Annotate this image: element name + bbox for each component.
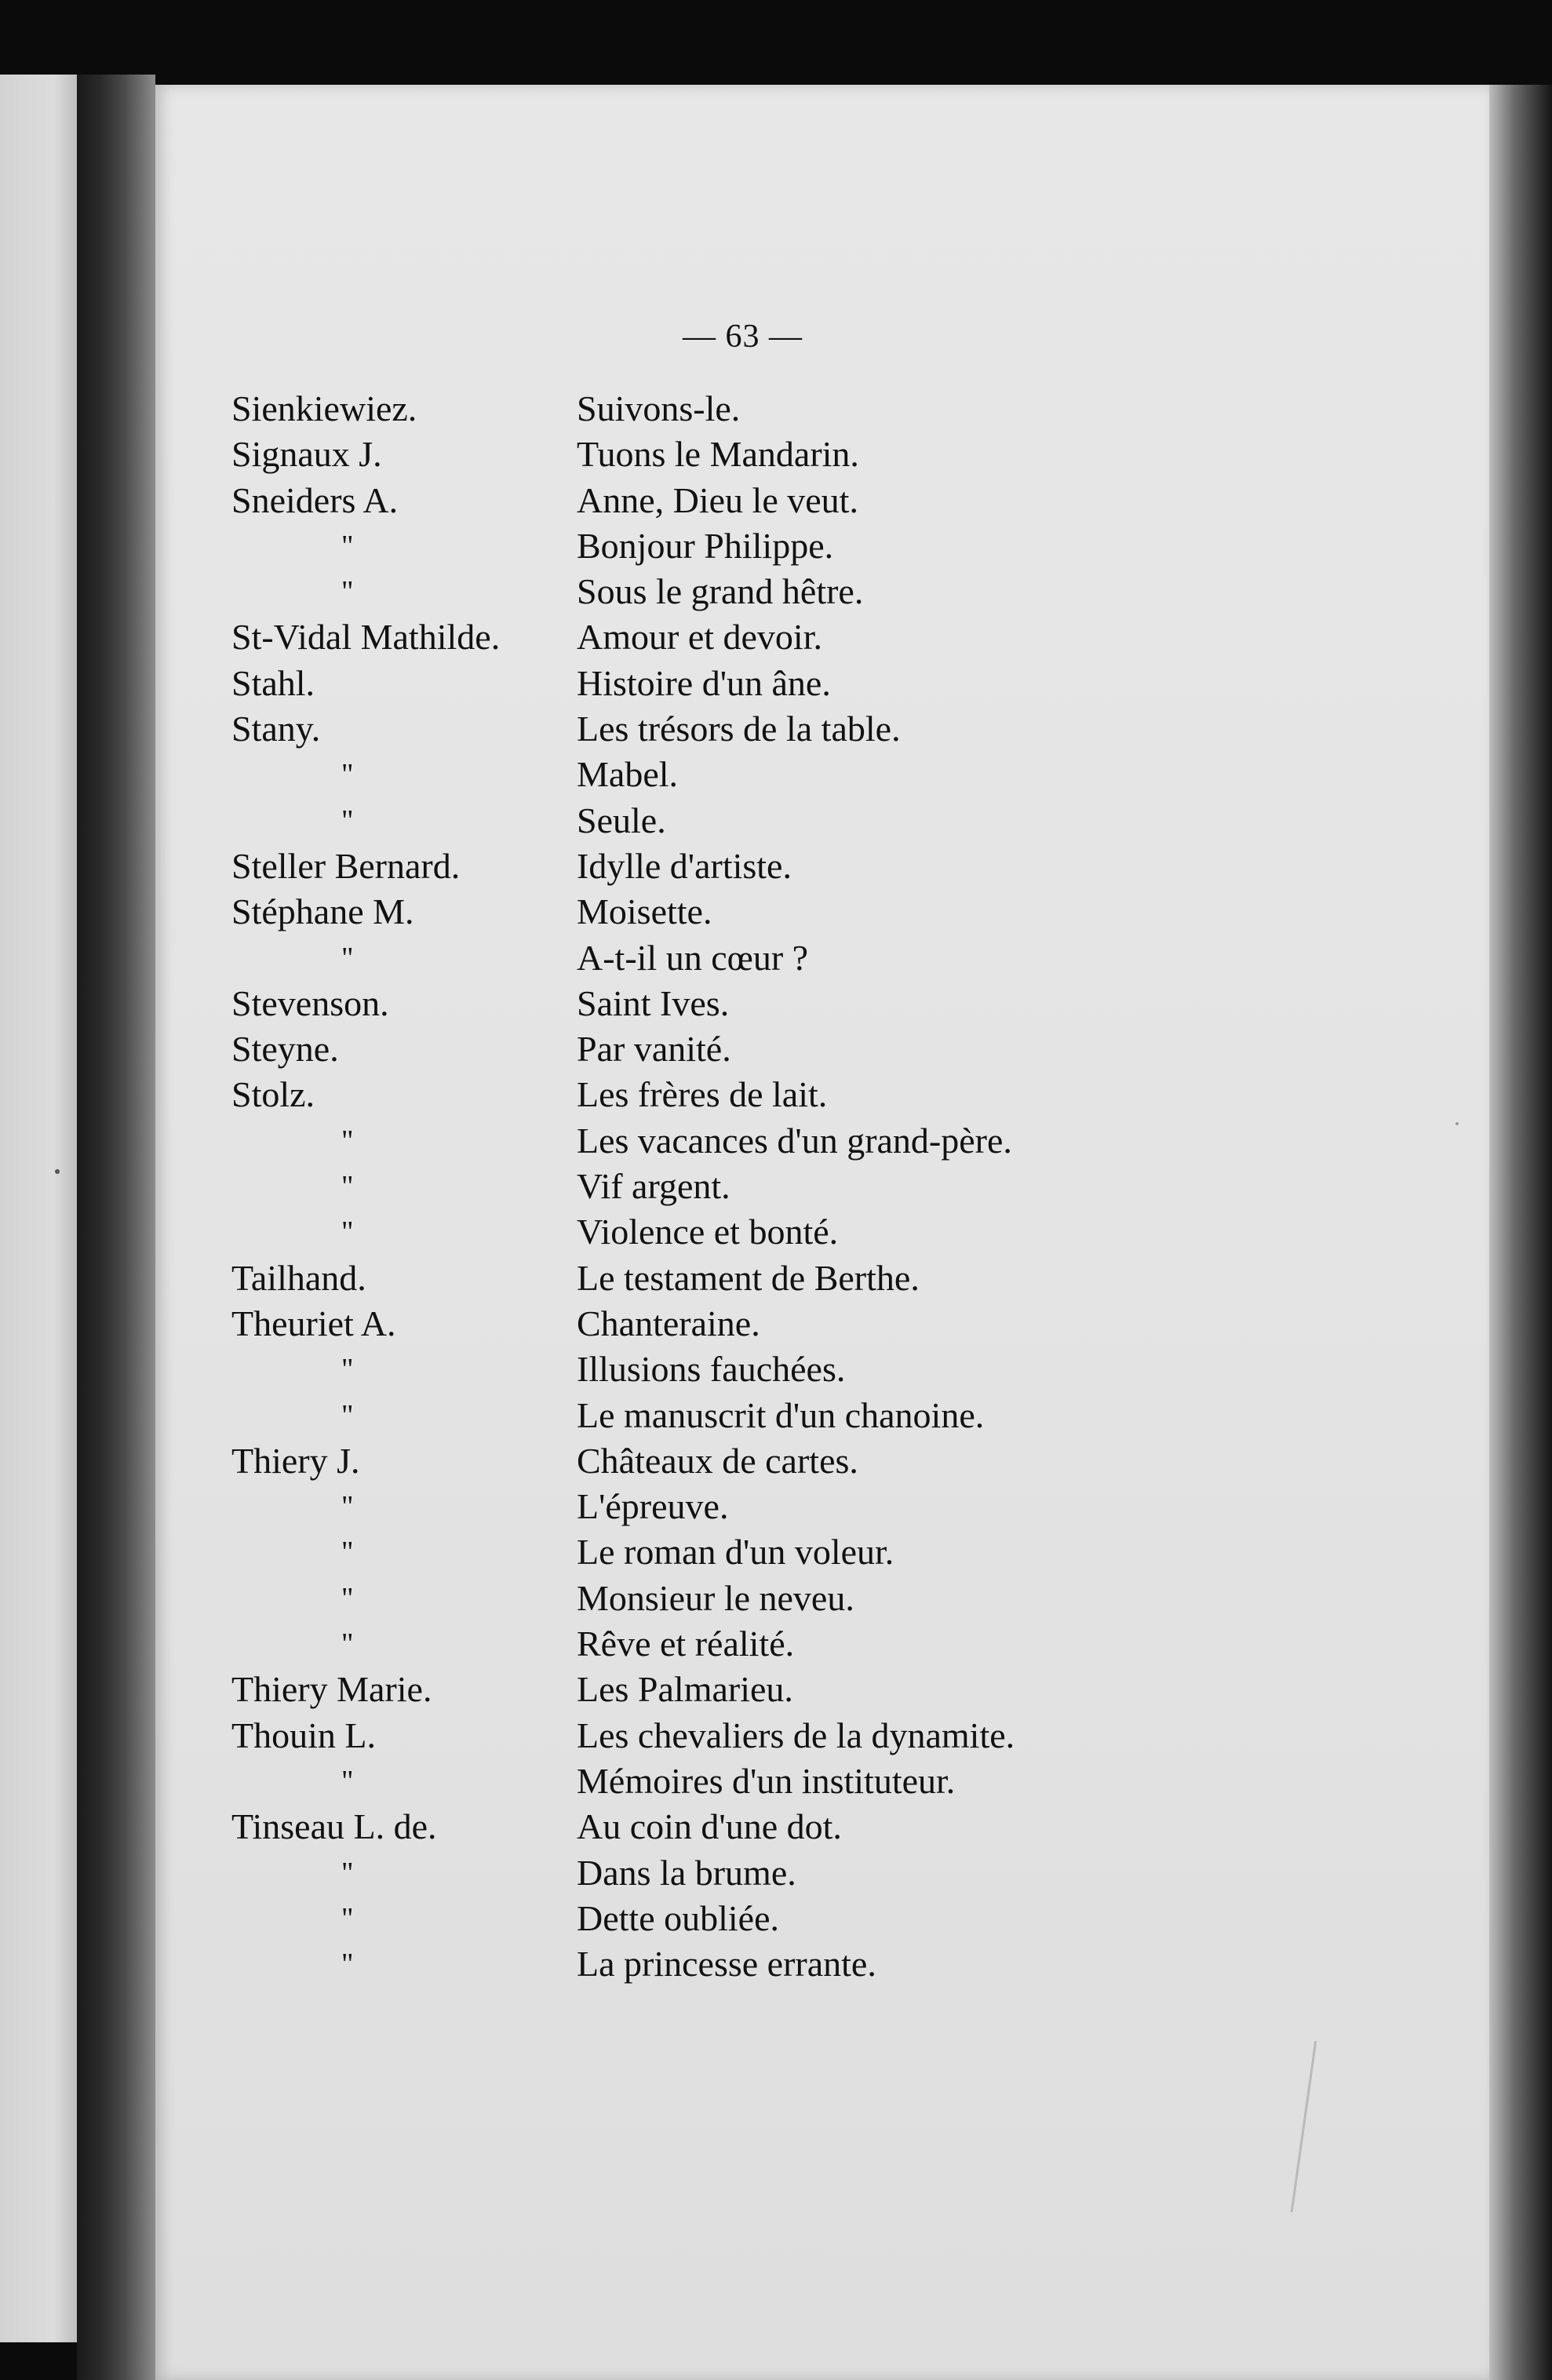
author-name: Stany. <box>231 709 321 749</box>
author-name: Steller Bernard. <box>231 845 461 886</box>
author-name: Tinseau L. de. <box>231 1806 437 1847</box>
book-title: Illusions fauchées. <box>577 1349 846 1390</box>
ditto-mark: " <box>341 1398 354 1432</box>
book-title: Vif argent. <box>577 1166 730 1207</box>
ditto-mark: " <box>341 575 354 609</box>
right-page-edge <box>1489 85 1552 2380</box>
author-name: Stahl. <box>231 662 315 703</box>
book-title: Moisette. <box>577 891 712 932</box>
book-title: La princesse errante. <box>577 1944 876 1985</box>
book-title: Amour et devoir. <box>577 617 822 658</box>
book-title: Les Palmarieu. <box>577 1669 793 1710</box>
ditto-mark: " <box>341 529 354 563</box>
book-title: Histoire d'un âne. <box>577 662 831 703</box>
book-title: A-t-il un cœur ? <box>577 937 809 978</box>
ditto-mark: " <box>341 1581 354 1615</box>
book-gutter <box>77 75 155 2380</box>
author-name: Sienkiewiez. <box>231 388 417 428</box>
book-title: Le roman d'un voleur. <box>577 1532 894 1573</box>
author-name: Sneiders A. <box>231 479 399 520</box>
ditto-mark: " <box>341 1901 354 1935</box>
page-number: — 63 — <box>683 319 803 355</box>
author-name: Thiery Marie. <box>231 1669 432 1710</box>
left-page-edge <box>0 75 77 2342</box>
book-title: Le manuscrit d'un chanoine. <box>577 1394 985 1435</box>
book-title: Sous le grand hêtre. <box>577 571 864 612</box>
author-name: Tailhand. <box>231 1257 366 1298</box>
ditto-mark: " <box>341 758 354 792</box>
ditto-mark: " <box>341 1170 354 1204</box>
book-title: Violence et bonté. <box>577 1212 839 1252</box>
book-title: Monsieur le neveu. <box>577 1577 854 1618</box>
author-name: Stéphane M. <box>231 891 414 932</box>
book-title: Anne, Dieu le veut. <box>577 479 858 520</box>
ditto-mark: " <box>341 1536 354 1569</box>
book-title: Les frères de lait. <box>577 1074 828 1115</box>
book-title: Par vanité. <box>577 1029 731 1070</box>
ditto-mark: " <box>341 1490 354 1524</box>
book-title: Au coin d'une dot. <box>577 1806 842 1847</box>
book-title: Idylle d'artiste. <box>577 845 792 886</box>
scan-mark <box>1455 1122 1459 1125</box>
book-title: Les chevaliers de la dynamite. <box>577 1715 1015 1755</box>
ditto-mark: " <box>341 1948 354 1981</box>
book-title: Les trésors de la table. <box>577 709 901 749</box>
book-title: Les vacances d'un grand-père. <box>577 1120 1012 1161</box>
author-name: Stevenson. <box>231 982 389 1023</box>
scan-mark <box>55 1169 60 1174</box>
book-title: Châteaux de cartes. <box>577 1440 858 1481</box>
book-title: Dette oubliée. <box>577 1897 780 1938</box>
ditto-mark: " <box>341 804 354 837</box>
title-column <box>577 386 1126 1987</box>
book-title: Mabel. <box>577 754 679 795</box>
book-title: L'épreuve. <box>577 1486 729 1527</box>
ditto-mark: " <box>341 1856 354 1890</box>
author-name: Theuriet A. <box>231 1303 396 1343</box>
author-name: St-Vidal Mathilde. <box>231 617 501 658</box>
ditto-mark: " <box>341 1353 354 1387</box>
ditto-mark: " <box>341 1124 354 1157</box>
author-name: Steyne. <box>231 1029 339 1070</box>
ditto-mark: " <box>341 1627 354 1661</box>
book-title: Dans la brume. <box>577 1852 796 1893</box>
book-title: Chanteraine. <box>577 1303 760 1343</box>
book-title: Rêve et réalité. <box>577 1624 795 1664</box>
book-title: Saint Ives. <box>577 982 730 1023</box>
author-column <box>231 386 608 1987</box>
book-title: Suivons-le. <box>577 388 741 428</box>
author-name: Stolz. <box>231 1074 315 1115</box>
book-title: Le testament de Berthe. <box>577 1257 920 1298</box>
book-title: Seule. <box>577 800 666 840</box>
book-title: Mémoires d'un instituteur. <box>577 1760 956 1801</box>
ditto-mark: " <box>341 1216 354 1249</box>
book-title: Bonjour Philippe. <box>577 525 834 566</box>
author-name: Thiery J. <box>231 1440 360 1481</box>
author-name: Signaux J. <box>231 434 382 475</box>
author-name: Thouin L. <box>231 1715 376 1755</box>
book-title: Tuons le Mandarin. <box>577 434 859 475</box>
ditto-mark: " <box>341 1764 354 1798</box>
ditto-mark: " <box>341 941 354 975</box>
